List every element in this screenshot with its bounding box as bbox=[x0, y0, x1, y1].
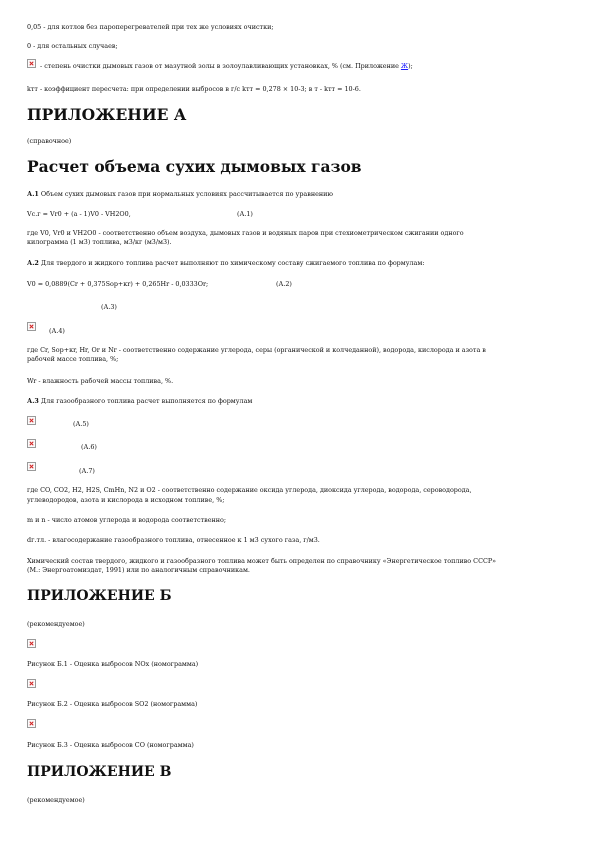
appendix-link[interactable]: Ж bbox=[400, 62, 409, 70]
equation-number: (А.5) bbox=[73, 420, 89, 428]
paragraph-a3: А.3 Для газообразного топлива расчет выполняется по формулам bbox=[27, 397, 253, 405]
appendix-a-subtitle: Расчет объема сухих дымовых газов bbox=[27, 157, 362, 176]
appendix-b-note: (рекомендуемое) bbox=[27, 620, 85, 628]
paragraph-a1: А.1 Объем сухих дымовых газов при нормальных условиях рассчитывается по уравнению bbox=[27, 190, 333, 198]
paragraph: рабочей массе топлива, %; bbox=[27, 355, 119, 363]
paragraph: - степень очистки дымовых газов от мазутной золы в золоулавливающих установках, % (см. Приложение Ж); bbox=[40, 62, 413, 70]
broken-image-icon bbox=[27, 639, 36, 648]
equation-a2: V0 = 0,0889(Cr + 0,375Sор+кr) + 0,265Hr - 0,0333Or; bbox=[27, 280, 209, 288]
broken-image-icon bbox=[27, 416, 36, 425]
paragraph: где Cr, Sор+кr, Hr, Or и Nr - соответственно содержание углерода, серы (органической и колчеданной), водорода, кислорода и азота в bbox=[27, 346, 486, 354]
equation-a1: Vс.г = Vr0 + (a - 1)V0 - VH2O0, bbox=[27, 210, 131, 218]
paragraph: dг.тл. - влагосодержание газообразного топлива, отнесенное к 1 м3 сухого газа, г/м3. bbox=[27, 536, 320, 544]
equation-number: (А.1) bbox=[237, 210, 253, 218]
appendix-b-heading: ПРИЛОЖЕНИЕ Б bbox=[27, 588, 172, 604]
equation-number: (А.2) bbox=[276, 280, 292, 288]
paragraph: Химический состав твердого, жидкого и газообразного топлива может быть определен по справочнику «Энергетическое топливо СССР» bbox=[27, 557, 497, 565]
equation-number: (А.3) bbox=[101, 303, 117, 311]
figure-caption: Рисунок Б.1 - Оценка выбросов NOx (номограмма) bbox=[27, 660, 199, 668]
paragraph: (М.: Энергоатомиздат, 1991) или по аналогичным справочникам. bbox=[27, 566, 250, 574]
figure-caption: Рисунок Б.2 - Оценка выбросов SO2 (номограмма) bbox=[27, 700, 198, 708]
broken-image-icon bbox=[27, 59, 36, 68]
paragraph: 0,05 - для котлов без пароперегревателей при тех же условиях очистки; bbox=[27, 23, 274, 31]
broken-image-icon bbox=[27, 322, 36, 331]
appendix-a-note: (справочное) bbox=[27, 137, 72, 145]
equation-number: (А.6) bbox=[81, 443, 97, 451]
broken-image-icon bbox=[27, 719, 36, 728]
paragraph: где CO, CO2, H2, H2S, CmHn, N2 и O2 - соответственно содержание оксида углерода, диоксида углерода, водорода, сероводорода, bbox=[27, 486, 472, 494]
paragraph-a2: А.2 Для твердого и жидкого топлива расчет выполняют по химическому составу сжигаемого топлива по формулам: bbox=[27, 259, 425, 267]
paragraph: m и n - число атомов углерода и водорода соответственно; bbox=[27, 516, 226, 524]
paragraph: Wr - влажность рабочей массы топлива, %. bbox=[27, 377, 174, 385]
equation-number: (А.4) bbox=[49, 327, 65, 335]
equation-number: (А.7) bbox=[79, 467, 95, 475]
appendix-v-note: (рекомендуемое) bbox=[27, 796, 85, 804]
appendix-a-heading: ПРИЛОЖЕНИЕ А bbox=[27, 105, 187, 124]
paragraph: kтт - коэффициент пересчета: при определении выбросов в г/с kтт = 0,278 × 10-3; в т - kтт = 10-6. bbox=[27, 85, 361, 93]
paragraph: 0 - для остальных случаев; bbox=[27, 42, 118, 50]
broken-image-icon bbox=[27, 439, 36, 448]
figure-caption: Рисунок Б.3 - Оценка выбросов CO (номограмма) bbox=[27, 741, 194, 749]
appendix-v-heading: ПРИЛОЖЕНИЕ В bbox=[27, 764, 172, 780]
broken-image-icon bbox=[27, 679, 36, 688]
broken-image-icon bbox=[27, 462, 36, 471]
paragraph: килограмма (1 м3) топлива, м3/кг (м3/м3). bbox=[27, 238, 172, 246]
paragraph: где V0, Vr0 и VH2O0 - соответственно объем воздуха, дымовых газов и водяных паров при стехиометрическом сжигании одного bbox=[27, 229, 464, 237]
paragraph: углеводородов, азота и кислорода в исходном топливе, %; bbox=[27, 496, 225, 504]
